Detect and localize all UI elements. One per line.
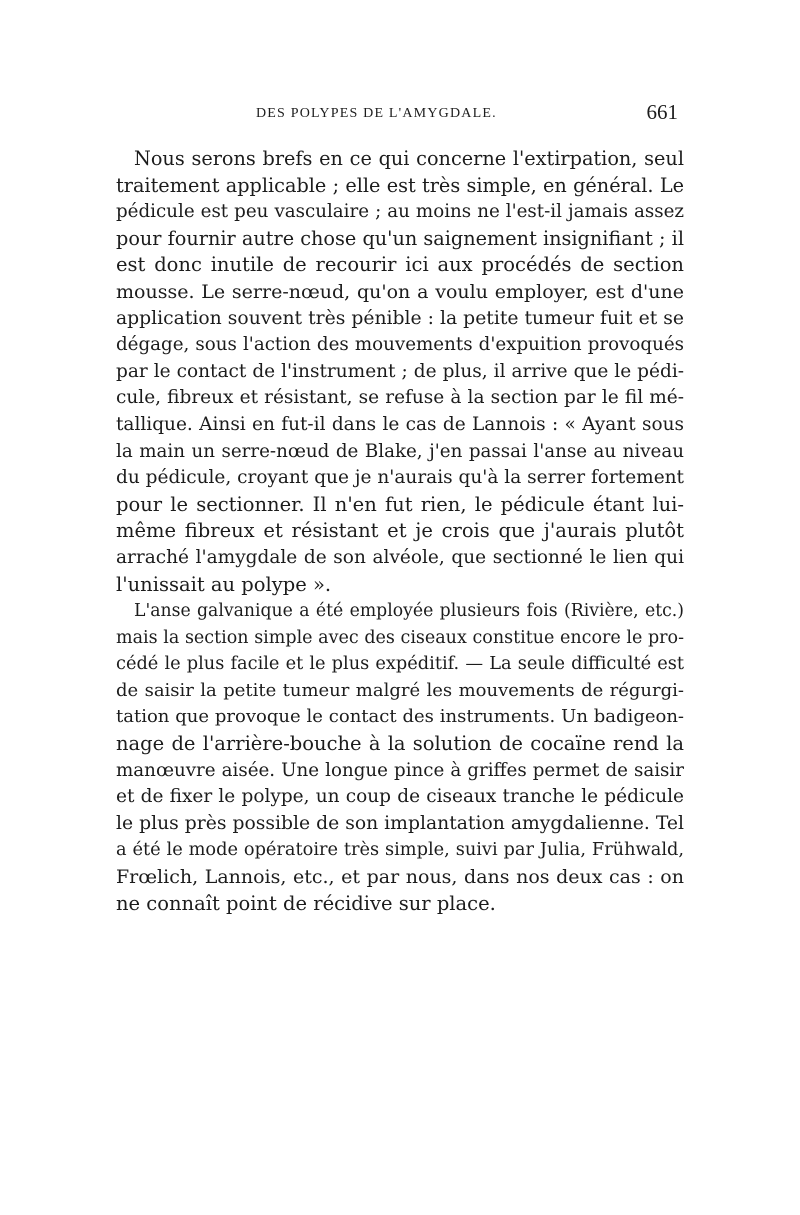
text-line: mousse. Le serre-nœud, qu'on a voulu employer, est d'une xyxy=(116,280,684,303)
text-line: traitement applicable ; elle est très simple, en général. Le xyxy=(116,173,684,197)
text-line: Frœlich, Lannois, etc., et par nous, dans nos deux cas : on xyxy=(116,866,684,889)
text-line: Nous serons brefs en ce qui concerne l'extirpation, seul xyxy=(134,147,684,170)
text-line: tation que provoque le contact des instruments. Un badigeon- xyxy=(116,706,684,728)
text-line: pour fournir autre chose qu'un saignement insignifiant ; il xyxy=(116,226,684,250)
text-line: dégage, sous l'action des mouvements d'expuition provoqués xyxy=(116,334,684,356)
text-line: pédicule est peu vasculaire ; au moins ne l'est-il jamais assez xyxy=(116,201,684,223)
text-line: pour le sectionner. Il n'en fut rien, le pédicule étant lui- xyxy=(116,492,684,516)
text-line: mais la section simple avec des ciseaux constitue encore le pro- xyxy=(116,627,684,648)
text-line: ne connaît point de récidive sur place. xyxy=(116,891,496,915)
text-line: l'unissait au polype ». xyxy=(116,572,332,596)
paragraph-1 xyxy=(116,146,684,598)
text-line: arraché l'amygdale de son alvéole, que sectionné le lien qui xyxy=(116,546,684,568)
text-line: de saisir la petite tumeur malgré les mouvements de régurgi- xyxy=(116,679,684,701)
text-line: la main un serre-nœud de Blake, j'en passai l'anse au niveau xyxy=(116,440,684,462)
text-line: le plus près possible de son implantation amygdalienne. Tel xyxy=(116,812,684,834)
page-number: 661 xyxy=(646,100,678,124)
text-line: cule, fibreux et résistant, se refuse à la section par le fil mé- xyxy=(116,387,684,409)
text-line: et de fixer le polype, un coup de ciseaux tranche le pédicule xyxy=(116,786,684,808)
text-line: cédé le plus facile et le plus expéditif. — La seule difficulté est xyxy=(116,654,684,675)
text-line: tallique. Ainsi en fut-il dans le cas de Lannois : « Ayant sous xyxy=(116,413,684,435)
text-line: application souvent très pénible : la petite tumeur fuit et se xyxy=(116,307,684,329)
text-line: manœuvre aisée. Une longue pince à griffes permet de saisir xyxy=(116,759,684,781)
running-title: DES POLYPES DE L'AMYGDALE. xyxy=(256,106,497,121)
text-line: nage de l'arrière-bouche à la solution de cocaïne rend la xyxy=(116,732,684,756)
text-line: du pédicule, croyant que je n'aurais qu'à la serrer fortement xyxy=(116,467,684,489)
text-line: L'anse galvanique a été employée plusieurs fois (Rivière, etc.) xyxy=(134,601,684,622)
body-text xyxy=(116,146,684,917)
paragraph-2 xyxy=(116,598,684,917)
text-line: par le contact de l'instrument ; de plus, il arrive que le pédi- xyxy=(116,360,684,382)
page-header xyxy=(116,100,684,130)
text-line: est donc inutile de recourir ici aux procédés de section xyxy=(116,253,684,277)
text-line: a été le mode opératoire très simple, suivi par Julia, Frühwald, xyxy=(116,840,684,861)
text-line: même fibreux et résistant et je crois que j'aurais plutôt xyxy=(116,519,684,543)
